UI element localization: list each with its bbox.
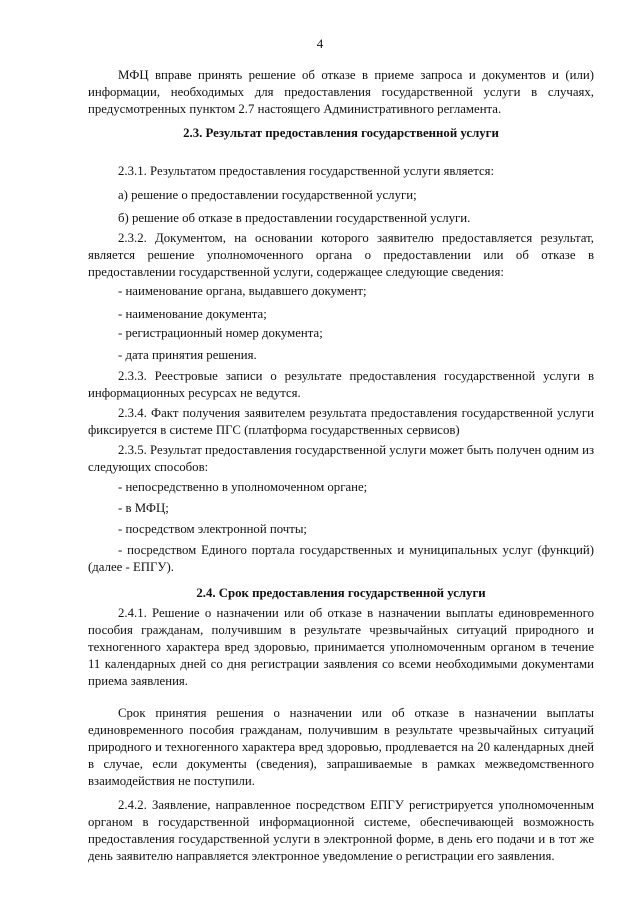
info-item: - наименование органа, выдавшего документ; <box>118 284 367 298</box>
paragraph-term: Срок принятия решения о назначении или об отказе в назначении выплаты единовременного пособия гражданам, получившим в результате чрезвычайных ситуаций природного и техногенного характера вред здоровью, продлевается на 20 календарных дней в случае, если документы (сведения), запрашиваемые в рамках межведомственного взаимодействия не поступили. <box>88 706 594 788</box>
intro-paragraph: МФЦ вправе принять решение об отказе в приеме запроса и документов и (или) информации, необходимых для предоставления государственной услуги в случаях, предусмотренных пунктом 2.7 настоящего Административного регламента. <box>88 68 594 116</box>
paragraph-2-4-2: 2.4.2. Заявление, направленное посредством ЕПГУ регистрируется уполномоченным органом в государственной информационной системе, обеспечивающей возможность предоставления государственной услуги в электронной форме, в день его подачи и в тот же день заявителю направляется электронное уведомление о регистрации его заявления. <box>88 798 594 863</box>
paragraph-2-3-4: 2.3.4. Факт получения заявителем результата предоставления государственной услуги фиксируется в системе ПГС (платформа государственных сервисов) <box>88 406 594 437</box>
way-epgu: - посредством Единого портала государственных и муниципальных услуг (функций) (далее - ЕПГУ). <box>88 543 594 574</box>
paragraph-2-3-2: 2.3.2. Документом, на основании которого заявителю предоставляется результат, является решение уполномоченного органа о предоставлении или об отказе в предоставлении государственной услуги, содержащее следующие сведения: <box>88 231 594 279</box>
way-item: - посредством электронной почты; <box>118 522 307 536</box>
paragraph-2-3-3: 2.3.3. Реестровые записи о результате предоставления государственной услуги в информационных ресурсах не ведутся. <box>88 369 594 400</box>
info-item: - наименование документа; <box>118 307 267 321</box>
way-item: - в МФЦ; <box>118 501 169 515</box>
result-a: а) решение о предоставлении государственной услуги; <box>118 188 417 202</box>
paragraph-2-3-5: 2.3.5. Результат предоставления государственной услуги может быть получен одним из следующих способов: <box>88 443 594 474</box>
way-item: - непосредственно в уполномоченном органе; <box>118 480 368 494</box>
page-number: 4 <box>316 36 324 51</box>
paragraph-2-3-1: 2.3.1. Результатом предоставления государственной услуги является: <box>118 164 495 178</box>
info-item: - регистрационный номер документа; <box>118 326 323 340</box>
section-2-3-title: 2.3. Результат предоставления государственной услуги <box>183 126 499 140</box>
result-b: б) решение об отказе в предоставлении государственной услуги. <box>118 211 471 225</box>
paragraph-2-4-1: 2.4.1. Решение о назначении или об отказе в назначении выплаты единовременного пособия гражданам, получившим в результате чрезвычайных ситуаций природного и техногенного характера вред здоровью, принимается уполномоченным органом в течение 11 календарных дней со дня регистрации заявления со всеми необходимыми документами приема заявления. <box>88 606 594 688</box>
section-2-4-title: 2.4. Срок предоставления государственной услуги <box>196 586 486 600</box>
info-item: - дата принятия решения. <box>118 348 257 362</box>
